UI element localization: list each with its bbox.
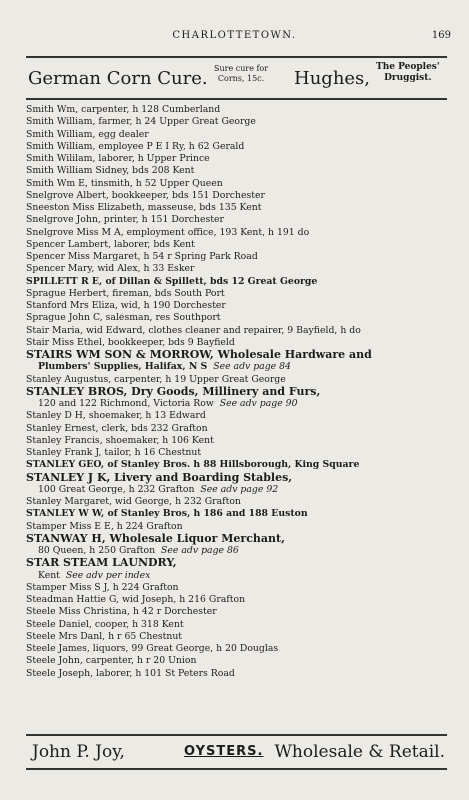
ad-detail-line-1: Sure cure for: [214, 64, 269, 73]
entry-text: Plumbers' Supplies, Halifax, N S: [38, 361, 208, 373]
directory-entry: Smith William, employee P E I Ry, h 62 Gerald: [26, 140, 245, 152]
ad-tagline-line-2: Druggist.: [384, 73, 432, 83]
directory-entry: Steele Miss Christina, h 42 r Dorchester: [26, 606, 217, 618]
directory-entry: Spencer Mary, wid Alex, h 33 Esker: [26, 263, 195, 275]
directory-entry: Sneeston Miss Elizabeth, masseuse, bds 135 Kent: [26, 202, 262, 213]
directory-entry: Steele Mrs Danl, h r 65 Chestnut: [26, 630, 183, 642]
page-title: CHARLOTTETOWN.: [172, 30, 297, 41]
directory-entry: Steele Daniel, cooper, h 318 Kent: [26, 618, 184, 630]
directory-entry-featured: STANLEY W W, of Stanley Bros, h 186 and 188 Euston: [26, 508, 308, 520]
directory-entry-featured: STAR STEAM LAUNDRY,: [26, 557, 177, 570]
entry-text: 100 Great George, h 232 Grafton: [38, 483, 195, 495]
ad-corn-cure-title: German Corn Cure.: [28, 68, 208, 89]
directory-entry: Stanley D H, shoemaker, h 13 Edward: [26, 410, 206, 422]
directory-entry: Snelgrove Albert, bookkeeper, bds 151 Dorchester: [26, 189, 265, 201]
directory-entry: Smith William, egg dealer: [26, 128, 149, 140]
entry-text: 120 and 122 Richmond, Victoria Row: [38, 398, 214, 409]
directory-entry: Stanley Ernest, clerk, bds 232 Grafton: [26, 422, 208, 434]
ad-product: OYSTERS.: [184, 744, 264, 759]
directory-entry-featured: STAIRS WM SON & MORROW, Wholesale Hardware and: [26, 349, 372, 361]
ad-merchant-name: John P. Joy,: [32, 742, 125, 762]
directory-entry: Sprague Herbert, fireman, bds South Port: [26, 287, 225, 299]
entry-text: 80 Queen, h 250 Grafton: [38, 545, 156, 556]
directory-entry: Spencer Lambert, laborer, bds Kent: [26, 238, 195, 250]
directory-entry: Stamper Miss S J, h 224 Grafton: [26, 581, 179, 593]
directory-entry-featured: STANLEY J K, Livery and Boarding Stables,: [26, 471, 293, 484]
directory-entry: Sprague John C, salesman, res Southport: [26, 312, 221, 324]
bottom-advertisement: [26, 734, 447, 770]
directory-entry: Stanley Margaret, wid George, h 232 Grafton: [26, 496, 241, 507]
directory-entry: Steele Joseph, laborer, h 101 St Peters Road: [26, 667, 235, 679]
directory-entry: Stanley Francis, shoemaker, h 106 Kent: [26, 434, 214, 446]
ad-druggist-tagline: [376, 62, 440, 84]
directory-entry-featured: SPILLETT R E, of Dillan & Spillett, bds 12 Great George: [26, 275, 318, 287]
running-head: [0, 30, 469, 46]
ad-detail-line-2: Corns, 15c.: [217, 74, 265, 83]
directory-entry: Stamper Miss E E, h 224 Grafton: [26, 520, 183, 532]
directory-entry: Stanford Mrs Eliza, wid, h 190 Dorchester: [26, 300, 226, 311]
directory-entry-continuation: [26, 361, 447, 373]
advert-reference: See adv per index: [65, 569, 151, 581]
directory-entry: Spencer Miss Margaret, h 54 r Spring Park Road: [26, 251, 258, 262]
directory-entry-continuation: [26, 570, 447, 582]
directory-entries: [26, 104, 447, 680]
directory-entry: Steele John, carpenter, h r 20 Union: [26, 655, 197, 667]
advert-reference: See adv page 90: [219, 398, 298, 409]
directory-entry: Smith William Sidney, bds 208 Kent: [26, 165, 195, 177]
directory-entry-continuation: [26, 398, 447, 410]
directory-entry-continuation: [26, 484, 447, 496]
top-advertisement: [26, 56, 447, 100]
directory-entry: Smith William, farmer, h 24 Upper Great George: [26, 116, 256, 128]
directory-entry: Stair Miss Ethel, bookkeeper, bds 9 Bayfield: [26, 336, 235, 348]
directory-entry: Steele James, liquors, 99 Great George, h 20 Douglas: [26, 643, 279, 654]
directory-entry: Stair Maria, wid Edward, clothes cleaner and repairer, 9 Bayfield, h do: [26, 324, 361, 336]
ad-druggist-name: Hughes,: [294, 68, 371, 89]
advert-reference: See adv page 86: [161, 545, 239, 556]
directory-entry: Smith Wm E, tinsmith, h 52 Upper Queen: [26, 177, 223, 189]
directory-entry-featured: STANLEY GEO, of Stanley Bros. h 88 Hillsborough, King Square: [26, 459, 360, 471]
ad-tagline: Wholesale & Retail.: [274, 742, 445, 762]
advert-reference: See adv page 92: [200, 483, 279, 495]
directory-entry: Steadman Hattie G, wid Joseph, h 216 Grafton: [26, 594, 246, 605]
directory-entry: Stanley Augustus, carpenter, h 19 Upper Great George: [26, 373, 286, 385]
directory-entry: Stanley Frank J, tailor, h 16 Chestnut: [26, 447, 202, 458]
directory-entry: Smith Wm, carpenter, h 128 Cumberland: [26, 104, 221, 115]
ad-tagline-line-1: The Peoples': [376, 62, 440, 72]
advert-reference: See adv page 84: [213, 361, 291, 373]
page-number: 169: [431, 30, 451, 41]
directory-entry: Smith Wililam, laborer, h Upper Prince: [26, 153, 210, 164]
entry-text: Kent: [38, 569, 60, 581]
directory-entry-continuation: [26, 545, 447, 557]
directory-entry-featured: STANLEY BROS, Dry Goods, Millinery and Furs,: [26, 385, 321, 398]
ad-corn-cure-detail: [214, 64, 268, 84]
directory-entry: Snelgrove John, printer, h 151 Dorchester: [26, 214, 224, 226]
directory-entry: Snelgrove Miss M A, employment office, 193 Kent, h 191 do: [26, 226, 310, 238]
directory-entry-featured: STANWAY H, Wholesale Liquor Merchant,: [26, 532, 285, 545]
